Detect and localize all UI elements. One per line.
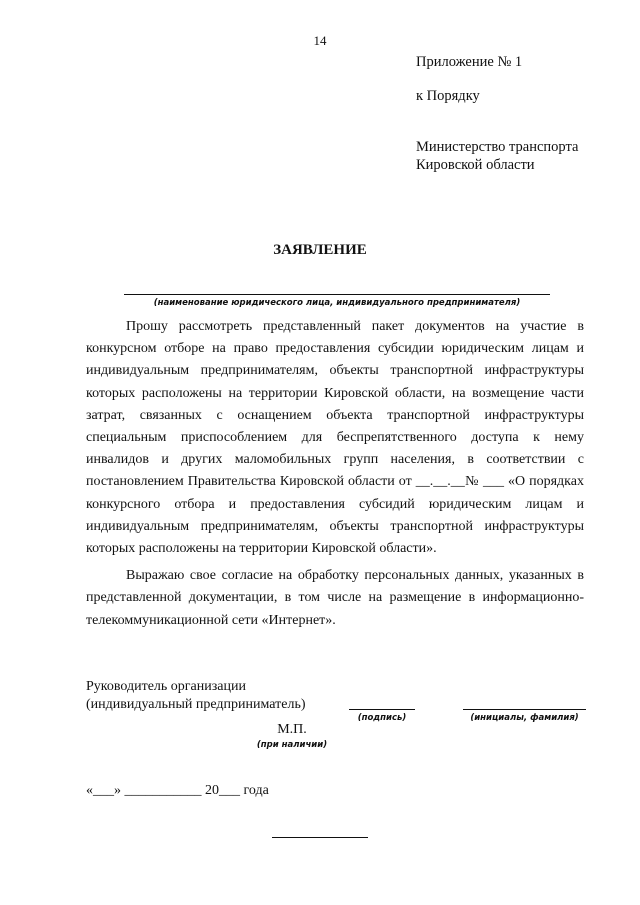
signature-caption: (подпись) [357, 713, 407, 723]
bottom-rule [272, 837, 368, 838]
initials-caption: (инициалы, фамилия) [470, 713, 579, 723]
addressee-block [416, 138, 578, 174]
page-number: 14 [313, 33, 327, 48]
stamp-note: (при наличии) [256, 740, 328, 750]
signature-line [349, 709, 415, 710]
signer-line-2: (индивидуальный предприниматель) [86, 697, 306, 712]
request-paragraph: Прошу рассмотреть представленный пакет документов на участие в конкурсном отборе на право предоставления субсидии юридическим лицам и индивидуальным предпринимателям, объекты транспортной инфраструктуры которых расположены на территории Кировской области, на возмещение части затрат, связанных с оснащением объекта транспортной инфраструктуры специальным приспособлением для беспрепятственного доступа к нему инвалидов и других маломобильных групп населения, в соответствии с постановлением Правительства Кировской области от __.__.__№ ___ «О порядках конкурсного отбора и предоставления субсидий юридическим лицам и индивидуальным предпринимателям, объекты транспортной инфраструктуры которых расположены на территории Кировской области». [86, 319, 584, 557]
applicant-name-caption: (наименование юридического лица, индивидуального предпринимателя) [153, 298, 521, 308]
consent-paragraph: Выражаю свое согласие на обработку персональных данных, указанных в представленной документации, в том числе на размещение в информационно-телекоммуникационной сети «Интернет». [86, 568, 584, 628]
appendix-header [416, 53, 522, 105]
addressee-line-2: Кировской области [416, 157, 535, 173]
document-title: ЗАЯВЛЕНИЕ [273, 242, 367, 258]
signer-block [86, 678, 306, 714]
application-body [86, 316, 584, 632]
stamp-label: М.П. [277, 722, 307, 737]
appendix-reference: к Порядку [416, 88, 480, 104]
initials-line [463, 709, 586, 710]
date-line: «___» ___________ 20___ года [86, 783, 269, 798]
signer-line-1: Руководитель организации [86, 679, 246, 694]
appendix-number: Приложение № 1 [416, 54, 523, 70]
applicant-name-line [124, 294, 550, 295]
addressee-line-1: Министерство транспорта [416, 139, 579, 155]
